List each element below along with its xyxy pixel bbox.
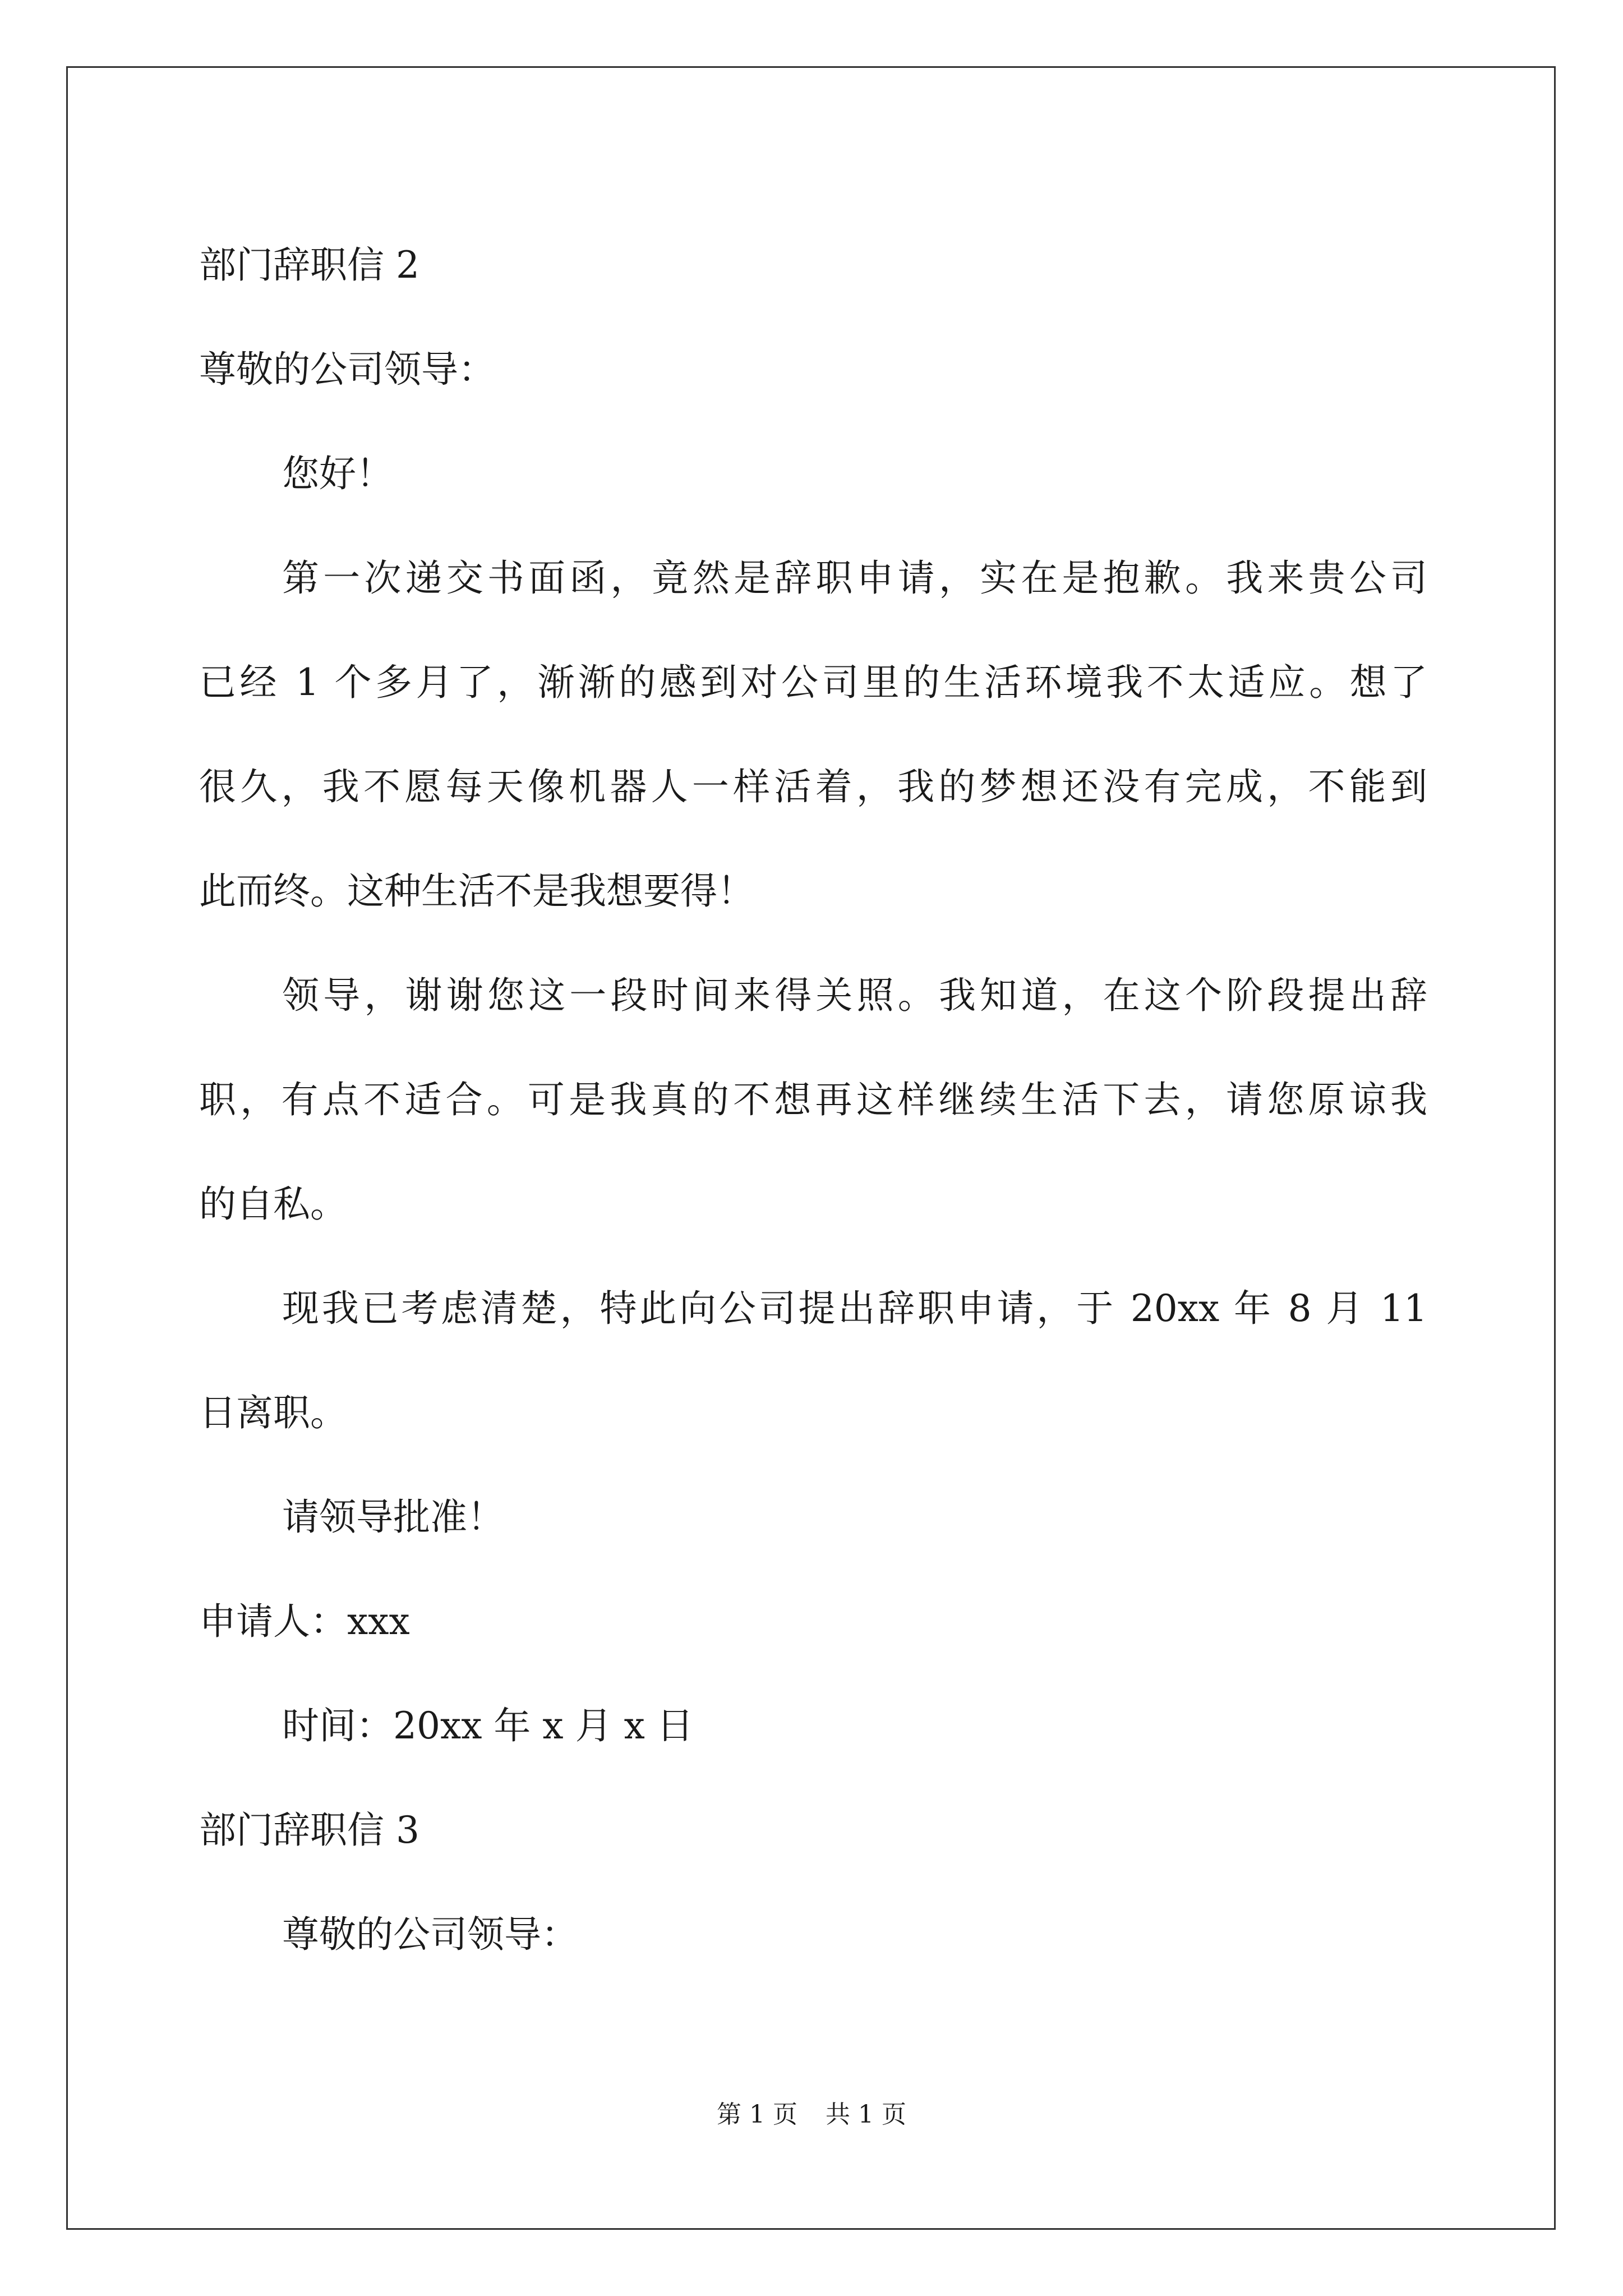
document-body <box>199 213 1427 1987</box>
salutation: 尊敬的公司领导： <box>199 348 495 391</box>
letter-title: 部门辞职信 3 <box>199 1809 419 1852</box>
greeting: 您好！ <box>282 452 393 495</box>
letter-title: 部门辞职信 2 <box>199 243 419 287</box>
paragraph-line: 很久，我不愿每天像机器人一样活着，我的梦想还没有完成，不能到 <box>199 765 1427 808</box>
paragraph-line: 已经 1 个多月了，渐渐的感到对公司里的生活环境我不太适应。想了 <box>199 661 1427 704</box>
closing-request: 请领导批准！ <box>282 1496 504 1539</box>
paragraph-line: 领导，谢谢您这一段时间来得关照。我知道，在这个阶段提出辞 <box>282 974 1427 1017</box>
page-footer <box>0 2098 1623 2132</box>
page-number-total: 共 1 页 <box>826 2100 906 2129</box>
paragraph-line: 职，有点不适合。可是我真的不想再这样继续生活下去，请您原谅我 <box>199 1078 1427 1121</box>
date-line: 时间：20xx 年 x 月 x 日 <box>282 1704 694 1747</box>
salutation: 尊敬的公司领导： <box>282 1913 578 1956</box>
paragraph-line: 第一次递交书面函，竟然是辞职申请，实在是抱歉。我来贵公司 <box>282 556 1427 600</box>
paragraph-line: 日离职。 <box>199 1391 347 1434</box>
paragraph-line: 现我已考虑清楚，特此向公司提出辞职申请，于 20xx 年 8 月 11 <box>282 1287 1427 1330</box>
paragraph-line: 此而终。这种生活不是我想要得！ <box>199 869 754 913</box>
paragraph-line: 的自私。 <box>199 1182 347 1226</box>
page-number-current: 第 1 页 <box>717 2100 797 2129</box>
applicant-signature: 申请人：xxx <box>199 1600 410 1643</box>
